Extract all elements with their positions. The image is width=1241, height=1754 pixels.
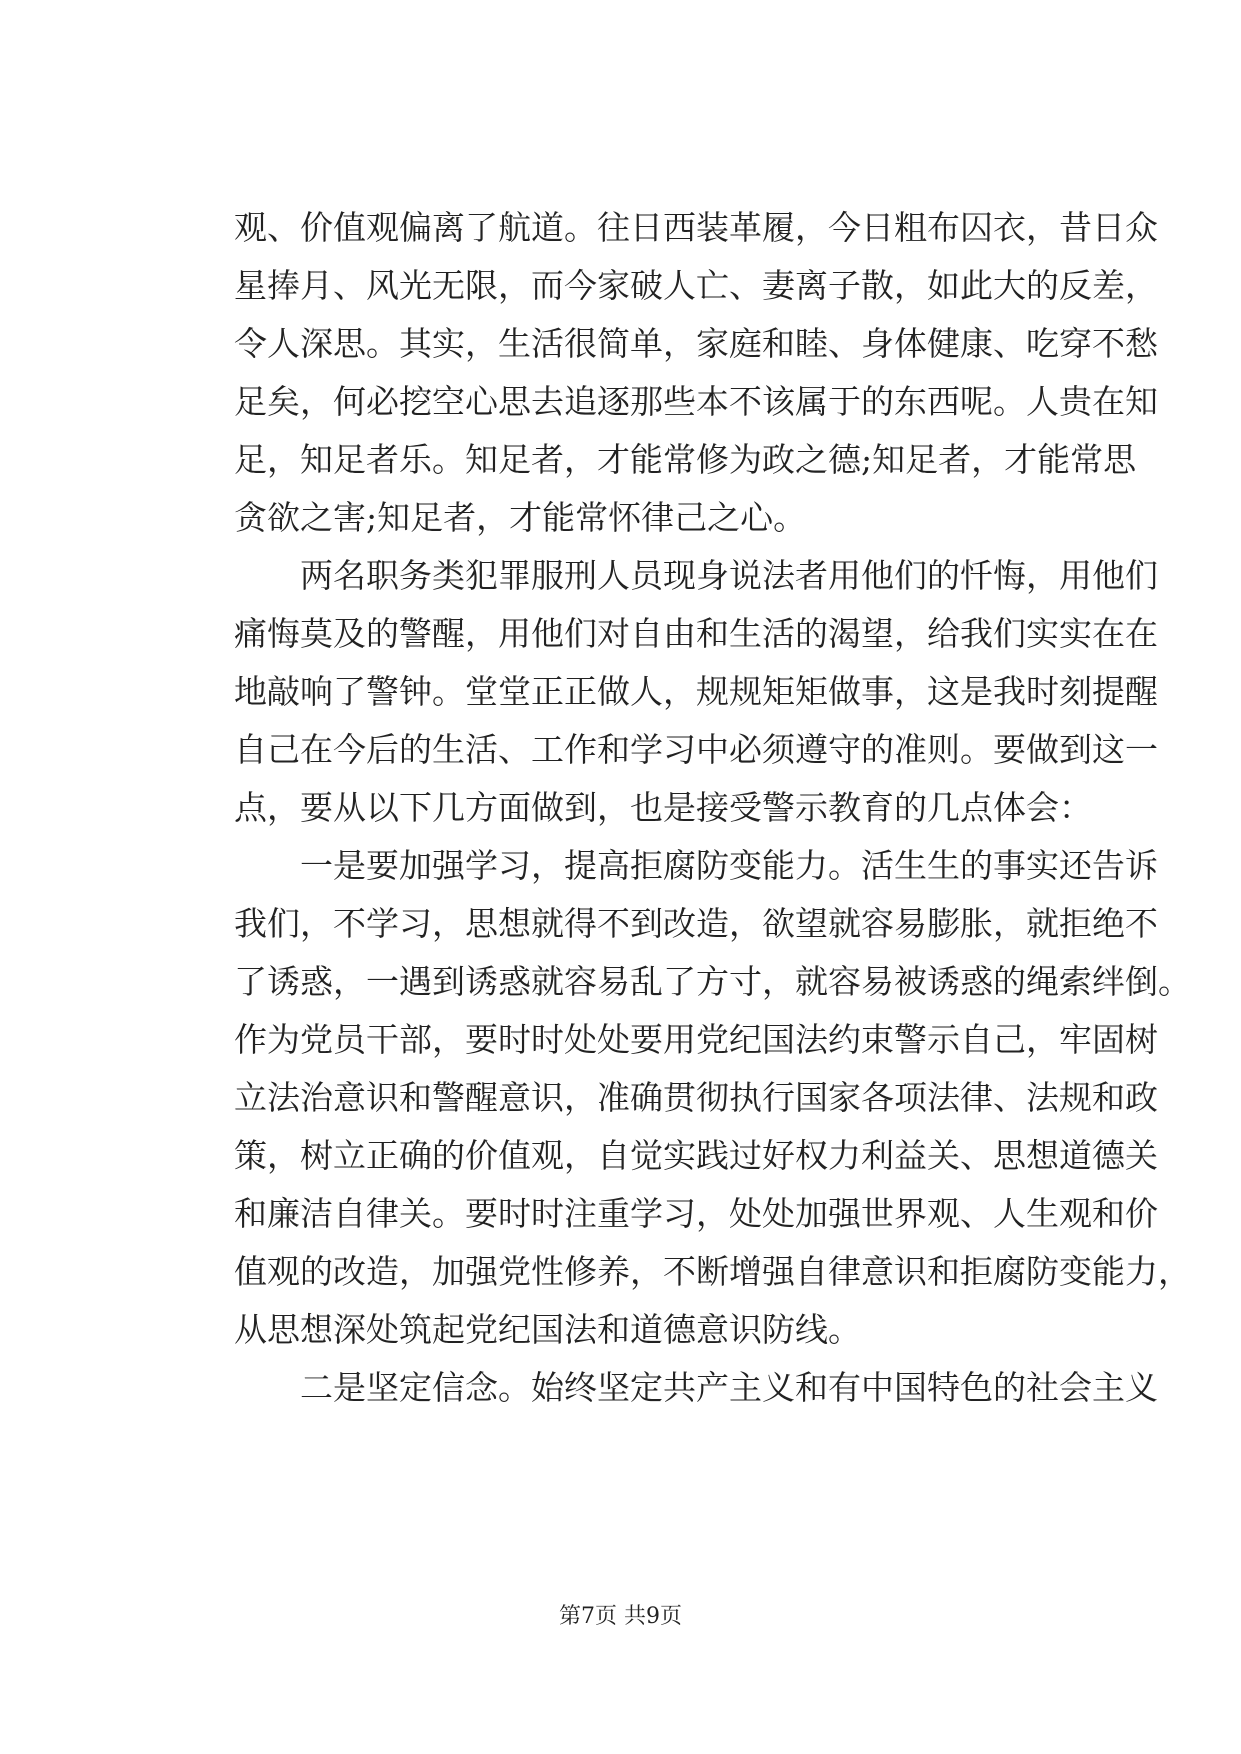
text-line: 值观的改造，加强党性修养，不断增强自律意识和拒腐防变能力， [234, 1252, 1191, 1291]
text-line: 自己在今后的生活、工作和学习中必须遵守的准则。要做到这一 [234, 730, 1158, 769]
text-line: 地敲响了警钟。堂堂正正做人，规规矩矩做事，这是我时刻提醒 [234, 672, 1158, 711]
text-line: 点，要从以下几方面做到，也是接受警示教育的几点体会： [234, 788, 1092, 827]
text-line: 两名职务类犯罪服刑人员现身说法者用他们的忏悔，用他们 [300, 556, 1158, 595]
text-line: 观、价值观偏离了航道。往日西装革履，今日粗布囚衣，昔日众 [234, 208, 1158, 247]
text-line: 足矣，何必挖空心思去追逐那些本不该属于的东西呢。人贵在知 [234, 382, 1158, 421]
text-line: 令人深思。其实，生活很简单，家庭和睦、身体健康、吃穿不愁 [234, 324, 1158, 363]
page-number-footer: 第7页 共9页 [559, 1604, 682, 1629]
text-line: 作为党员干部，要时时处处要用党纪国法约束警示自己，牢固树 [234, 1020, 1158, 1059]
text-line: 贪欲之害;知足者，才能常怀律己之心。 [234, 498, 807, 537]
text-line: 我们，不学习，思想就得不到改造，欲望就容易膨胀，就拒绝不 [234, 904, 1158, 943]
text-line: 了诱惑，一遇到诱惑就容易乱了方寸，就容易被诱惑的绳索绊倒。 [234, 962, 1191, 1001]
text-line: 足，知足者乐。知足者，才能常修为政之德;知足者，才能常思 [234, 440, 1137, 479]
text-line: 痛悔莫及的警醒，用他们对自由和生活的渴望，给我们实实在在 [234, 614, 1158, 653]
text-line: 二是坚定信念。始终坚定共产主义和有中国特色的社会主义 [300, 1368, 1158, 1407]
text-line: 策，树立正确的价值观，自觉实践过好权力利益关、思想道德关 [234, 1136, 1158, 1175]
text-line: 立法治意识和警醒意识，准确贯彻执行国家各项法律、法规和政 [234, 1078, 1158, 1117]
text-line: 从思想深处筑起党纪国法和道德意识防线。 [234, 1310, 861, 1349]
text-line: 一是要加强学习，提高拒腐防变能力。活生生的事实还告诉 [300, 846, 1158, 885]
text-line: 和廉洁自律关。要时时注重学习，处处加强世界观、人生观和价 [234, 1194, 1158, 1233]
text-line: 星捧月、风光无限，而今家破人亡、妻离子散，如此大的反差， [234, 266, 1158, 305]
